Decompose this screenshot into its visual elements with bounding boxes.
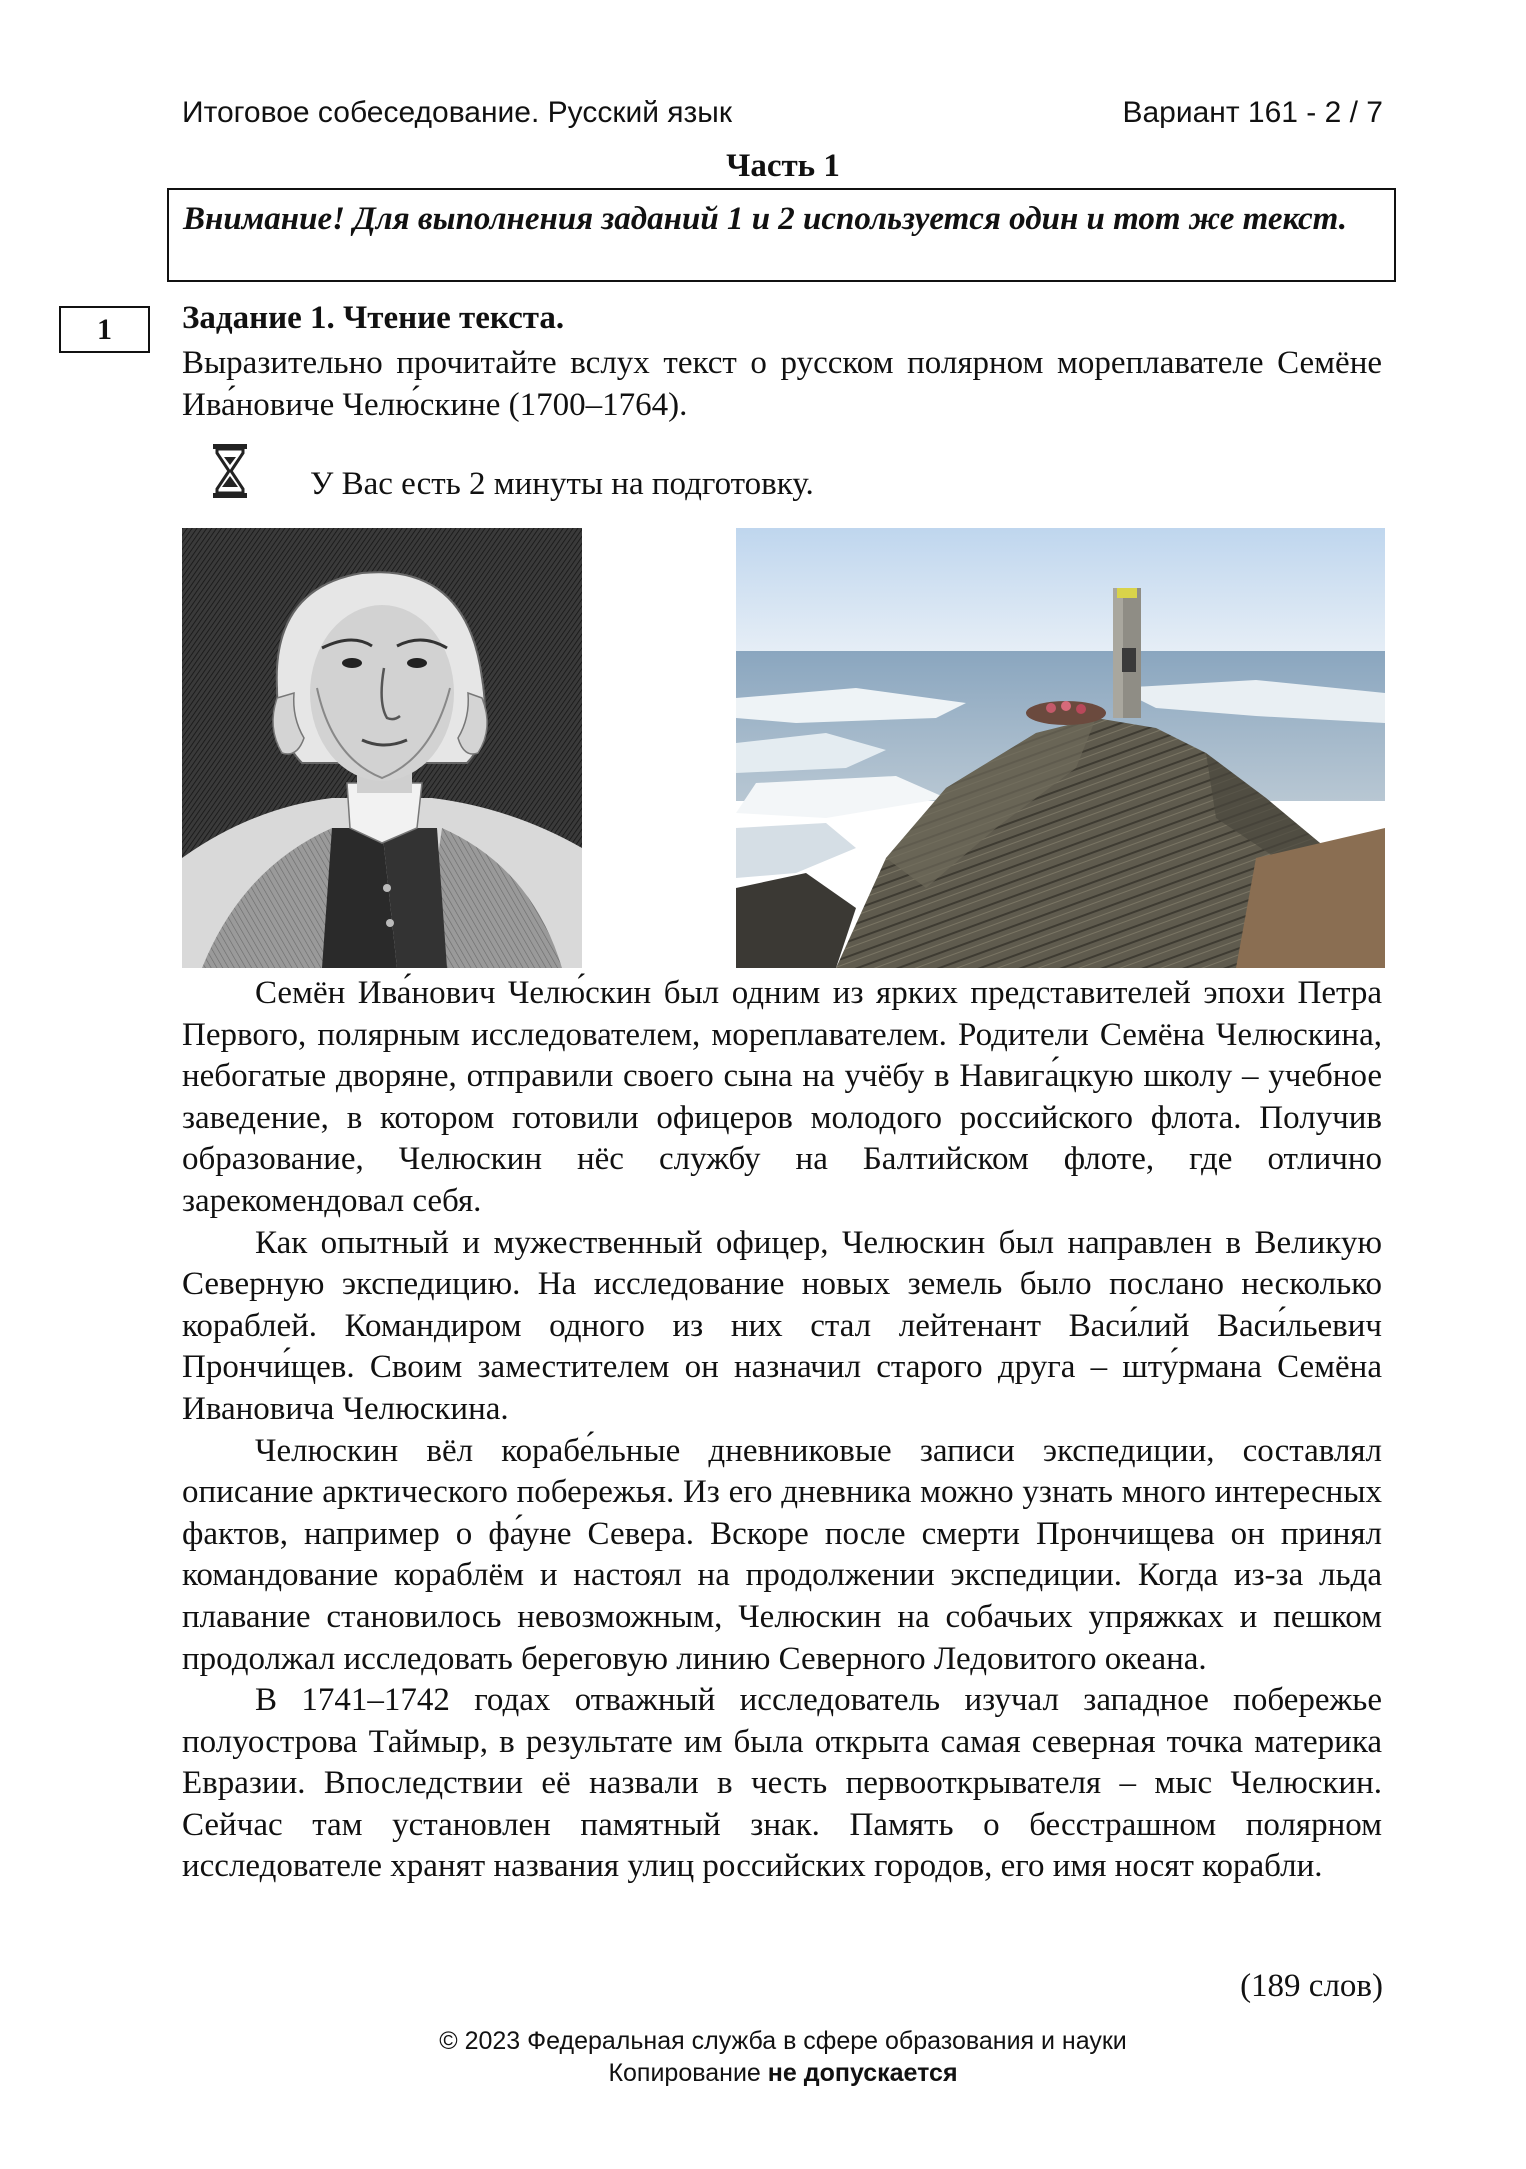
paragraph: Семён Ива́нович Челю́скин был одним из ярких представителей эпохи Петра Первого, полярным исследователем, мореплавателем. Родители Семёна Челюскина, небогатые дворяне, отправили своего сына на учёбу в Навига́цкую школу – учебное заведение, в котором готовили офицеров молодого российского флота. Получив образование, Челюскин нёс службу на Балтийском флоте, где отлично зарекомендовал себя. bbox=[182, 975, 1382, 1219]
prep-time-note: У Вас есть 2 минуты на подготовку. bbox=[310, 466, 814, 502]
attention-text: Внимание! Для выполнения заданий 1 и 2 используется один и тот же текст. bbox=[183, 201, 1347, 237]
paragraph: Челюскин вёл корабе́льные дневниковые записи экспедиции, составлял описание арктического побережья. Из его дневника можно узнать много интересных фактов, например о фа́уне Севера. Вскоре после смерти Прончищева он принял командование кораблём и настоял на продолжении экспедиции. Когда из-за льда плавание становилось невозможным, Челюскин на собачьих упряжках и пешком продолжал исследовать береговую линию Северного Ледовитого океана. bbox=[182, 1432, 1382, 1677]
copy-notice-bold: не допускается bbox=[767, 2059, 958, 2087]
hourglass-icon bbox=[212, 443, 248, 499]
copy-notice bbox=[0, 2059, 1526, 2088]
paragraph: Как опытный и мужественный офицер, Челюскин был направлен в Великую Северную экспедицию. На исследование новых земель было послано несколько кораблей. Командиром одного из них стал лейтенант Васи́лий Васи́льевич Прончи́щев. Своим заместителем он назначил старого друга – шту́рмана Семёна Ивановича Челюскина. bbox=[182, 1224, 1382, 1427]
task-number-box: 1 bbox=[59, 306, 150, 353]
paragraph: В 1741–1742 годах отважный исследователь изучал западное побережье полуострова Таймыр, в результате им была открыта самая северная точка материка Евразии. Впоследствии её назвали в честь первооткрывателя – мыс Челюскин. Сейчас там установлен памятный знак. Память о бесстрашном полярном исследователе хранят названия улиц российских городов, его имя носят корабли. bbox=[182, 1682, 1382, 1885]
header-variant: Вариант 161 - 2 / 7 bbox=[1122, 96, 1383, 129]
cape-chelyuskin-memorial-image bbox=[736, 528, 1385, 968]
task-instruction: Выразительно прочитайте вслух текст о русском полярном мореплавателе Семёне Ива́новиче Челю́скине (1700–1764). bbox=[182, 345, 1382, 423]
part-title: Часть 1 bbox=[726, 148, 840, 184]
task-title: Задание 1. Чтение текста. bbox=[182, 300, 565, 336]
header-title: Итоговое собеседование. Русский язык bbox=[182, 96, 732, 129]
copyright: © 2023 Федеральная служба в сфере образования и науки bbox=[439, 2027, 1127, 2055]
portrait-image bbox=[182, 528, 582, 968]
attention-box bbox=[167, 188, 1396, 282]
word-count: (189 слов) bbox=[1240, 1968, 1383, 2004]
reading-text bbox=[182, 973, 1382, 1888]
copy-notice-prefix: Копирование bbox=[608, 2059, 768, 2087]
